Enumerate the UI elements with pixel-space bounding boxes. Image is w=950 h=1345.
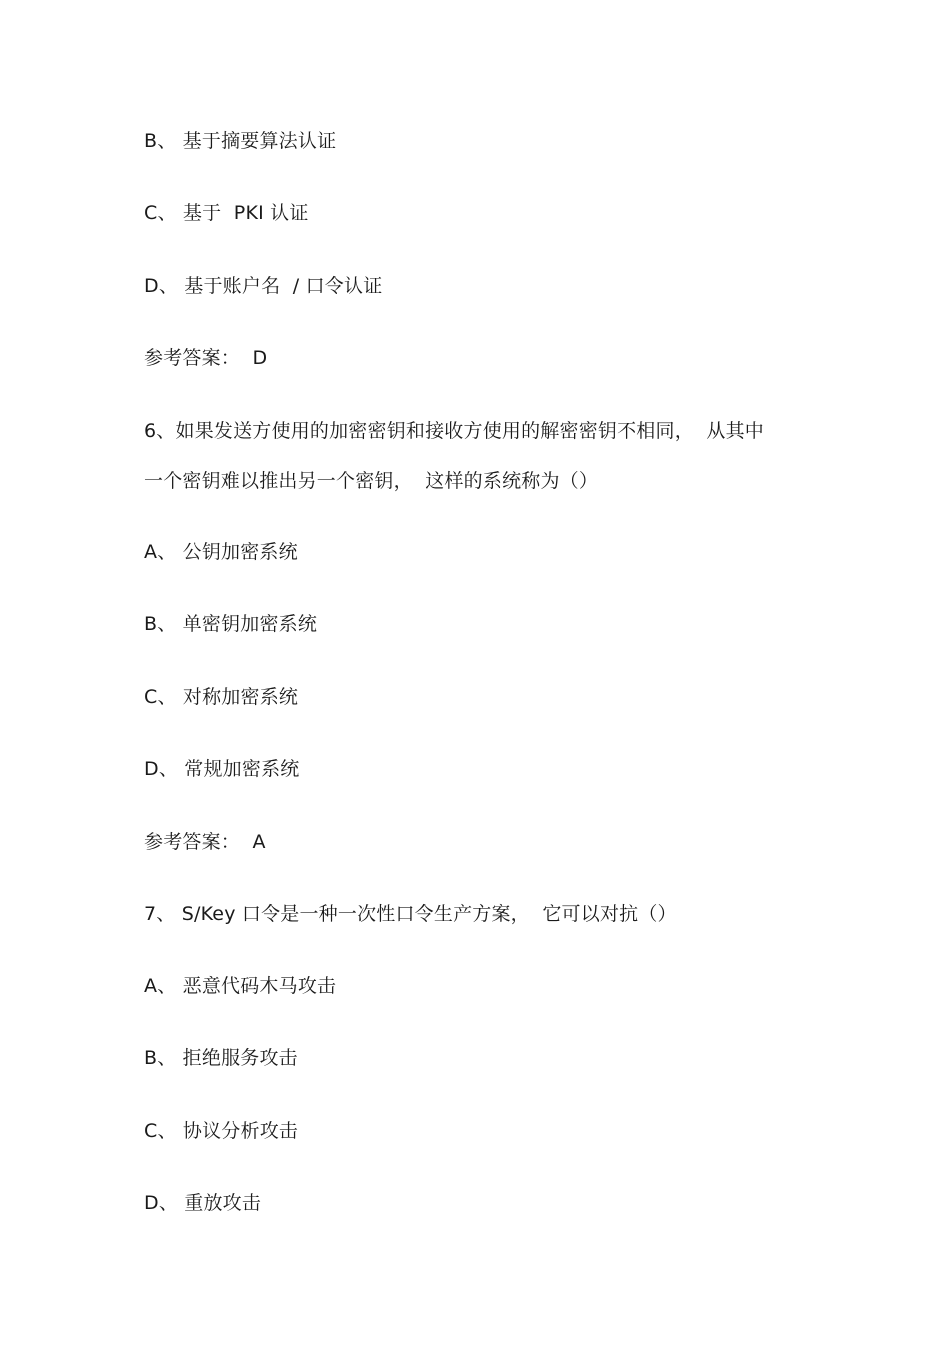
q5-option-c: C、 基于 PKI 认证 [144,202,309,224]
q6-question-line2: 一个密钥难以推出另一个密钥， 这样的系统称为（） [144,470,599,492]
q5-option-d: D、 基于账户名 / 口令认证 [144,275,383,297]
q7-option-b: B、 拒绝服务攻击 [144,1047,298,1069]
q7-option-a: A、 恶意代码木马攻击 [144,975,337,997]
q6-option-b: B、 单密钥加密系统 [144,613,318,635]
q7-option-d: D、 重放攻击 [144,1192,262,1214]
q5-answer: 参考答案： D [144,347,268,369]
q6-question-line1: 6、如果发送方使用的加密密钥和接收方使用的解密密钥不相同， 从其中 [144,420,764,442]
q7-option-c: C、 协议分析攻击 [144,1120,299,1142]
q7-question: 7、 S/Key 口令是一种一次性口令生产方案， 它可以对抗（） [144,903,677,925]
q6-option-c: C、 对称加密系统 [144,686,299,708]
q5-option-b: B、 基于摘要算法认证 [144,130,337,152]
q6-option-a: A、 公钥加密系统 [144,541,298,563]
q6-option-d: D、 常规加密系统 [144,758,300,780]
q6-answer: 参考答案： A [144,831,266,853]
